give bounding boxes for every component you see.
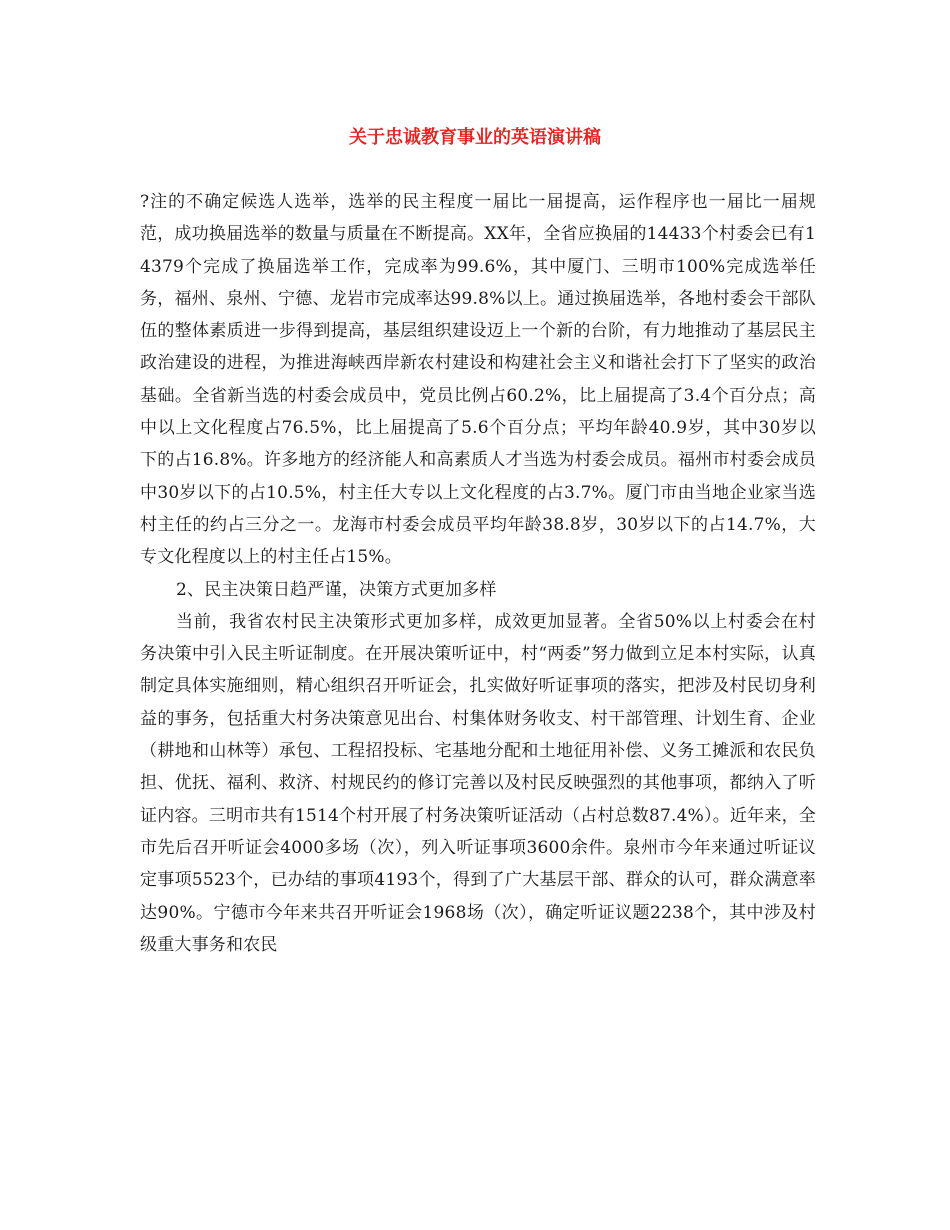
body-paragraph: ?注的不确定候选人选举，选举的民主程度一届比一届提高，运作程序也一届比一届规范，成功换届选举的数量与质量在不断提高。XX年，全省应换届的14433个村委会已有14379个完成了换届选举工作，完成率为99.6%，其中厦门、三明市100%完成选举任务，福州、泉州、宁德、龙岩市完成率达99.8%以上。通过换届选举，各地村委会干部队伍的整体素质进一步得到提高，基层组织建设迈上一个新的台阶，有力地推动了基层民主政治建设的进程，为推进海峡西岸新农村建设和构建社会主义和谐社会打下了坚实的政治基础。全省新当选的村委会成员中，党员比例占60.2%，比上届提高了3.4个百分点；高中以上文化程度占76.5%，比上届提高了5.6个百分点；平均年龄40.9岁，其中30岁以下的占16.8%。许多地方的经济能人和高素质人才当选为村委会成员。福州市村委会成员中30岁以下的占10.5%，村主任大专以上文化程度的占3.7%。厦门市由当地企业家当选村主任的约占三分之一。龙海市村委会成员平均年龄38.8岁，30岁以下的占14.7%，大专文化程度以上的村主任占15%。 bbox=[140, 192, 816, 568]
section-heading: 2、民主决策日趋严谨，决策方式更加多样 bbox=[176, 579, 497, 600]
document-body bbox=[140, 186, 816, 961]
document-title: 关于忠诚教育事业的英语演讲稿 bbox=[349, 127, 601, 148]
body-paragraph: 当前，我省农村民主决策形式更加多样，成效更加显著。全省50%以上村委会在村务决策中引入民主听证制度。在开展决策听证中，村“两委”努力做到立足本村实际，认真制定具体实施细则，精心组织召开听证会，扎实做好听证事项的落实，把涉及村民切身利益的事务，包括重大村务决策意见出台、村集体财务收支、村干部管理、计划生育、企业（耕地和山林等）承包、工程招投标、宅基地分配和土地征用补偿、义务工摊派和农民负担、优抚、福利、救济、村规民约的修订完善以及村民反映强烈的其他事项，都纳入了听证内容。三明市共有1514个村开展了村务决策听证活动（占村总数87.4%）。近年来，全市先后召开听证会4000多场（次），列入听证事项3600余件。泉州市今年来通过听证议定事项5523个，已办结的事项4193个，得到了广大基层干部、群众的认可，群众满意率达90%。宁德市今年来共召开听证会1968场（次），确定听证议题2238个，其中涉及村级重大事务和农民 bbox=[140, 611, 816, 955]
